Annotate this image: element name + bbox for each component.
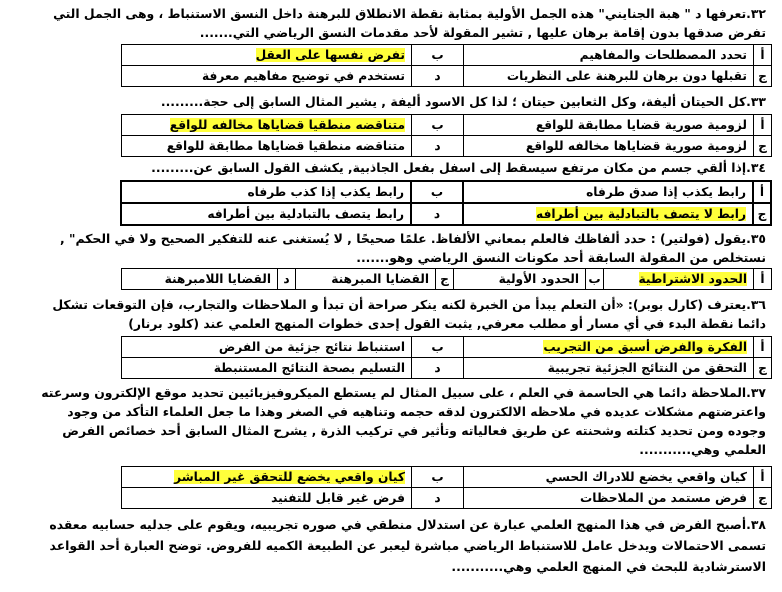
option-letter: د xyxy=(412,358,464,379)
option-letter: ج xyxy=(754,136,772,157)
option-text: التسليم بصحة النتائج المستنبطة xyxy=(122,358,412,379)
option-letter: ب xyxy=(412,467,464,488)
option-text: الحدود الأولية xyxy=(454,269,586,290)
highlighted-answer: رابط لا يتصف بالتبادلية بين أطرافه xyxy=(536,207,746,221)
option-text: القضايا اللامبرهنة xyxy=(122,269,278,290)
question-32-options xyxy=(121,44,772,87)
question-34-options xyxy=(120,180,772,226)
question-36-line-1: ٣٦.يعترف (كارل بوبر): «أن التعلم يبدأ من الخبرة لكنه ينكر صراحة أن تبدأ و الملاحظات والتجارب، فإن التوقعات تشكل xyxy=(52,297,766,312)
option-letter: ج xyxy=(754,66,772,87)
highlighted-answer: كيان واقعي يخضع للتحقق غير المباشر xyxy=(174,470,405,484)
question-32-line-1: ٣٢.تعرفها د " هبة الجنايني" هذه الجمل الأولية بمثابة نقطة الانطلاق للبرهنة داخل النسق الاستنباط ، وهى الجمل التي xyxy=(53,6,766,21)
highlighted-answer: الفكرة والفرض أسبق من التجريب xyxy=(543,340,747,354)
option-letter: أ xyxy=(754,45,772,66)
question-37-line-1: ٣٧.الملاحظة دائما هي الحاسمة في العلم ، على سبيل المثال لم يستطع الميكروفيزيائيين تحديد موقع الإلكترون وسرعته xyxy=(41,385,766,400)
option-letter: أ xyxy=(754,115,772,136)
option-letter: أ xyxy=(753,181,771,203)
question-37-line-4: العلمي وهي........... xyxy=(639,442,766,457)
question-37-line-3: وجوده ومن تحديد كتلته وشحنته عن طريق فعالياته وتأثير في تركيب الذرة , يشرح المثال السابق أحد خصائص الفرض xyxy=(62,423,766,438)
option-text: فرض غير قابل للتفنيد xyxy=(122,488,412,509)
option-letter: ج xyxy=(753,203,771,225)
option-text-highlighted xyxy=(463,203,753,225)
option-letter: ب xyxy=(586,269,604,290)
question-32-line-2: تفرض صدقها بدون إقامة برهان عليها , تشير المقولة لأحد مقدمات النسق الرياضي التي....... xyxy=(199,25,766,40)
question-37-options xyxy=(121,466,772,509)
option-letter: أ xyxy=(754,269,772,290)
option-letter: د xyxy=(412,66,464,87)
question-33-options xyxy=(121,114,772,157)
question-38-line-3: الاسترشادية للبحث في المنهج العلمي وهي........... xyxy=(451,559,766,574)
question-35-line-1: ٣٥.يقول (فولتير) : حدد ألفاظك فالعلم بمعاني الألفاظ. علمًا صحيحًا , لا يُستغنى عنه للتفكير الصحيح ولا في الحكم" , xyxy=(60,231,766,246)
option-letter: د xyxy=(278,269,296,290)
highlighted-answer: متناقضه منطقيا قضاياها مخالفه للواقع xyxy=(169,118,405,132)
option-letter: د xyxy=(411,203,463,225)
option-letter: أ xyxy=(754,337,772,358)
option-text: تستخدم في توضيح مفاهيم معرفة xyxy=(122,66,412,87)
option-text: رابط يكذب إذا صدق طرفاه xyxy=(463,181,753,203)
option-text: تقبلها دون برهان للبرهنة على النظريات xyxy=(464,66,754,87)
option-text: تحدد المصطلحات والمفاهيم xyxy=(464,45,754,66)
option-text: متناقضه منطقيا قضاياها مطابقة للواقع xyxy=(122,136,412,157)
option-letter: د xyxy=(412,488,464,509)
option-letter: ب xyxy=(412,45,464,66)
question-36-options xyxy=(121,336,772,379)
question-38-line-2: تسمى الاحتمالات ويدخل عامل للاستنباط الرياضي مباشرة ليعبر عن الطبيعة الكميه للفروض. توضح العبارة أحد القواعد xyxy=(49,538,766,553)
question-35-options xyxy=(121,268,772,290)
option-text-highlighted xyxy=(604,269,754,290)
option-letter: أ xyxy=(754,467,772,488)
highlighted-answer: الحدود الاشتراطية xyxy=(638,272,747,286)
option-text: استنباط نتائج جزئية من الفرض xyxy=(122,337,412,358)
option-text: كيان واقعي يخضع للادراك الحسي xyxy=(464,467,754,488)
question-34-line-1: ٣٤.إذا ألقي جسم من مكان مرتفع سيسقط إلى اسفل بفعل الجاذبية, يكشف القول السابق عن......... xyxy=(151,160,766,175)
option-letter: ج xyxy=(754,488,772,509)
option-text: رابط يكذب إذا كذب طرفاه xyxy=(121,181,411,203)
option-letter: ب xyxy=(412,115,464,136)
option-text: رابط يتصف بالتبادلية بين أطرافه xyxy=(121,203,411,225)
option-text: فرض مستمد من الملاحظات xyxy=(464,488,754,509)
option-letter: ب xyxy=(412,337,464,358)
question-36-line-2: دائما نقطة البدء في أي مسار أو مطلب معرفي, يثبت القول إحدى خطوات المنهج العلمي عند (كلود برنار) xyxy=(128,316,766,331)
option-letter: ب xyxy=(411,181,463,203)
question-37-line-2: واعترضتهم مشكلات عديده في ملاحظه الالكترون لدقه حجمه وتناهيه في الصغر وهذا ما جعل العلماء التأكد من وجود xyxy=(67,404,766,419)
option-text: لزومية صورية قضايا مطابقة للواقع xyxy=(464,115,754,136)
option-letter: د xyxy=(412,136,464,157)
option-text-highlighted xyxy=(122,45,412,66)
option-text-highlighted xyxy=(464,337,754,358)
option-text: لزومية صورية قضاياها مخالفه للواقع xyxy=(464,136,754,157)
question-35-line-2: نستخلص من المقولة السابقة أحد مكونات النسق الرياضي وهو....... xyxy=(356,250,766,265)
question-33-line-1: ٣٣.كل الحيتان أليفة، وكل الثعابين حيتان ؛ لذا كل الاسود أليفة , يشير المثال السابق إلى حجة......... xyxy=(160,94,766,109)
highlighted-answer: تفرض نفسها على العقل xyxy=(255,48,405,62)
option-text-highlighted xyxy=(122,115,412,136)
question-38-line-1: ٣٨.أصبح الفرض في هذا المنهج العلمي عبارة عن استدلال منطقي في صوره تجريبيه، ويقوم على جدليه حسابيه معقده xyxy=(49,517,766,532)
option-text: التحقق من النتائج الجزئية تجريبية xyxy=(464,358,754,379)
option-text: القضايا المبرهنة xyxy=(296,269,436,290)
option-text-highlighted xyxy=(122,467,412,488)
option-letter: ج xyxy=(754,358,772,379)
option-letter: ج xyxy=(436,269,454,290)
